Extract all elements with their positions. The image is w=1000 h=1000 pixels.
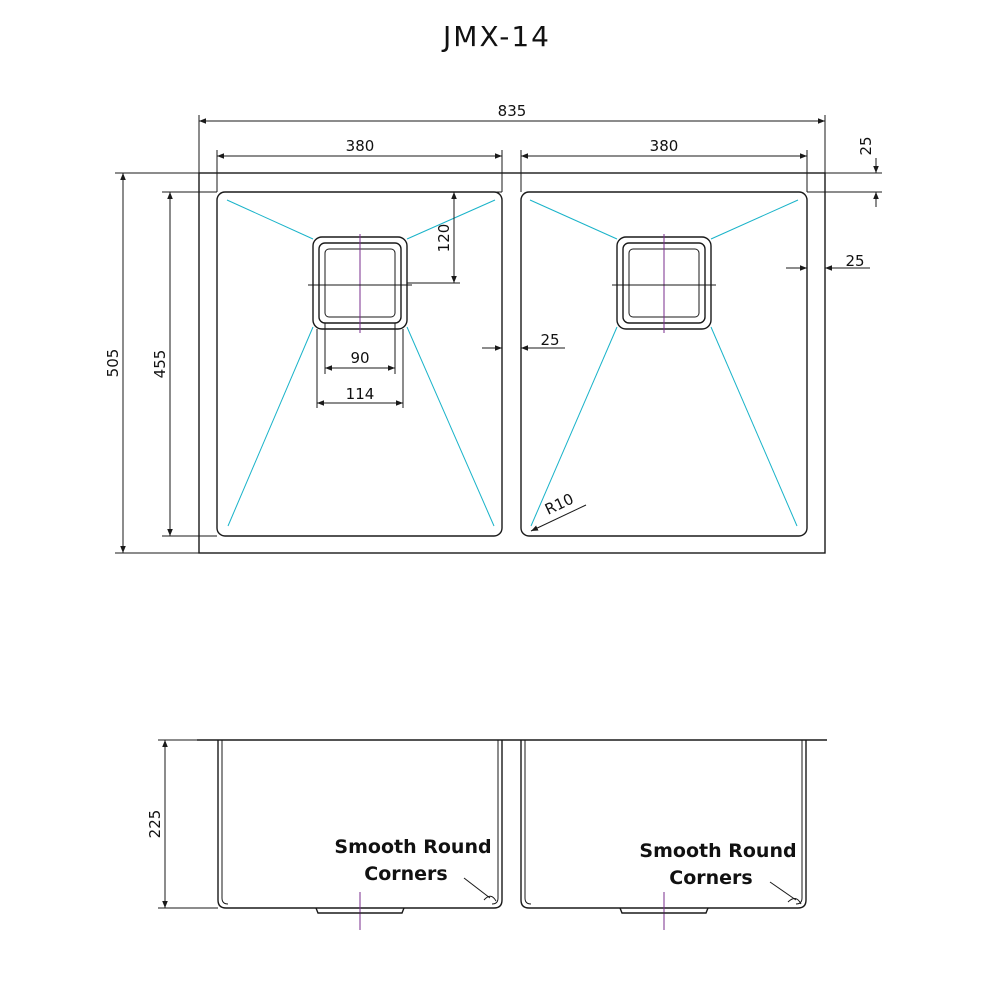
dim-label-455: 455 [151,349,169,379]
note-left-leader [464,878,490,898]
dim-waste-offset [407,192,502,283]
dim-top-offset [807,136,882,207]
dim-label-25-rim: 25 [845,252,865,270]
left-bowl-profile [218,740,502,908]
note-right-line2: Corners [669,867,753,889]
dim-right-rim [786,252,870,270]
model-title: JMX-14 [443,20,551,53]
right-bowl-profile [521,740,806,908]
top-view [104,102,882,553]
dim-label-114: 114 [345,385,375,403]
dim-corner-radius [531,490,586,531]
dim-label-835: 835 [497,102,527,120]
dim-divider [482,331,565,349]
dim-height [146,740,218,908]
dim-label-380-left: 380 [345,137,375,155]
side-view [146,740,827,930]
note-right-line1: Smooth Round [639,840,797,862]
dim-left-bowl-width [217,137,502,192]
dim-right-bowl-width [521,137,807,192]
dim-label-380-right: 380 [649,137,679,155]
dim-overall-width [199,102,825,173]
dim-label-225: 225 [146,809,164,839]
dim-label-505: 505 [104,348,122,378]
left-waste-outlet [308,234,412,333]
right-waste-outlet [612,234,716,333]
dim-label-25-top: 25 [857,136,875,156]
dim-label-25-divider: 25 [540,331,560,349]
dim-label-r10: R10 [542,489,577,519]
dim-label-120: 120 [435,223,453,253]
note-right-leader [770,882,796,900]
note-left-line2: Corners [364,863,448,885]
dim-label-90: 90 [350,349,370,367]
note-left-line1: Smooth Round [334,836,492,858]
dim-bowl-depth [151,192,217,536]
